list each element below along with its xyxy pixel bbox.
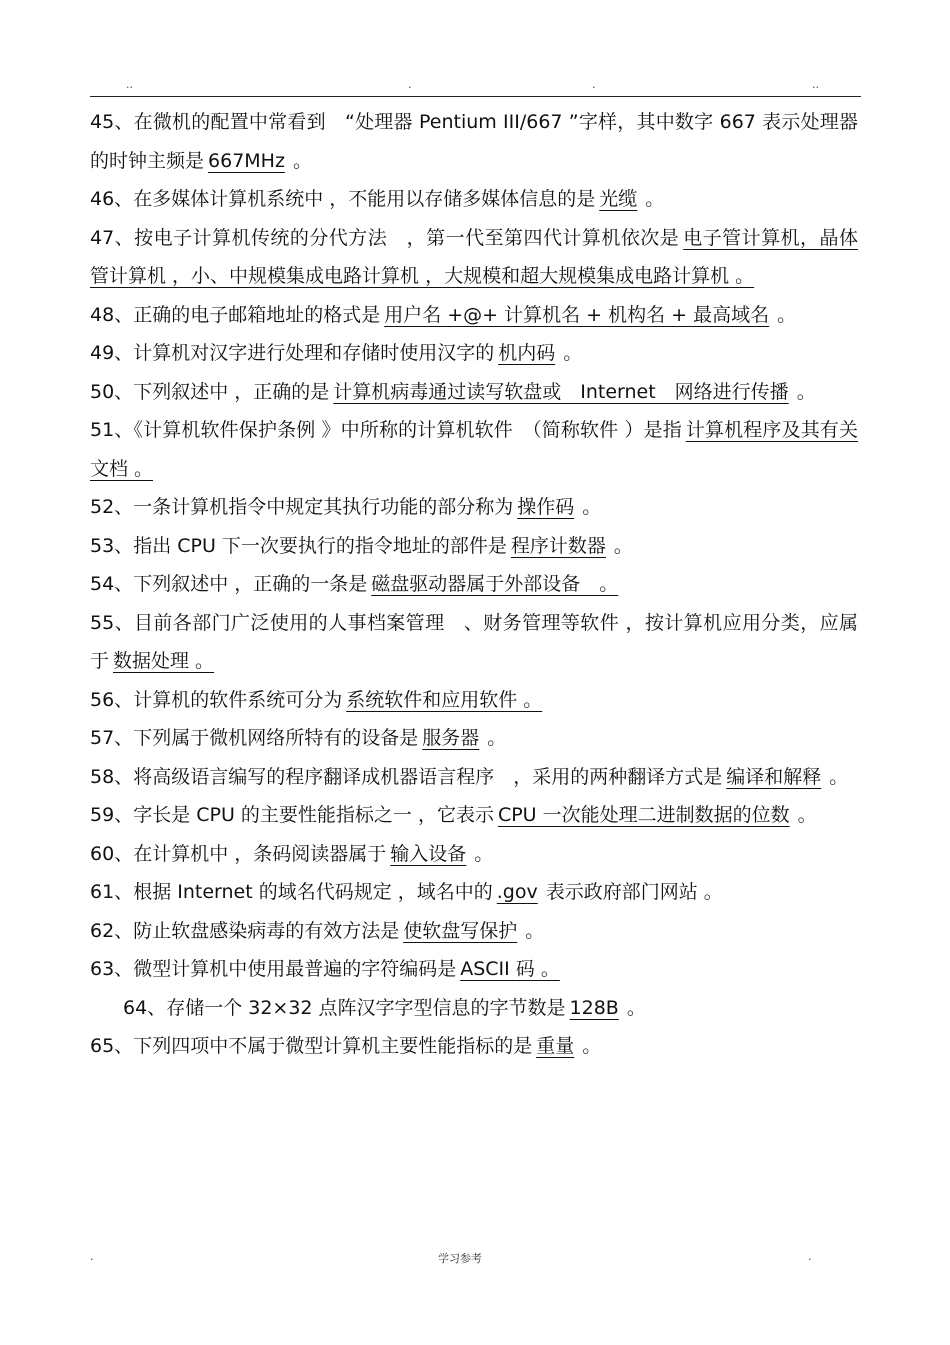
answer-text: 系统软件和应用软件 。 [346, 688, 543, 711]
question-number: 60、 [90, 842, 134, 865]
question-item [90, 488, 858, 527]
question-text: 指出 CPU 下一次要执行的指令地址的部件是 [133, 534, 507, 557]
question-item [90, 912, 858, 951]
question-suffix: 。 [474, 842, 494, 865]
question-suffix: 。 [487, 727, 507, 749]
question-item [90, 411, 858, 488]
answer-text: 光缆 [599, 188, 638, 210]
question-text: 下列属于微机网络所特有的设备是 [133, 727, 419, 749]
page-footer [0, 1250, 950, 1268]
question-suffix: 。 [613, 534, 633, 557]
question-number: 51、 [90, 419, 134, 441]
question-item [90, 527, 858, 566]
question-suffix: 表示政府部门网站 。 [545, 881, 723, 903]
answer-text: 计算机病毒通过读写软盘或 Internet 网络进行传播 [333, 380, 789, 403]
question-number: 45、 [90, 111, 134, 133]
answer-text: 667MHz [208, 149, 285, 172]
question-item [90, 103, 858, 180]
footer-label: 学习参考 [438, 1252, 482, 1265]
question-text: 下列叙述中 ，正确的是 [133, 380, 330, 403]
question-item [90, 681, 858, 720]
question-number: 52、 [90, 496, 134, 518]
answer-text: 程序计数器 [510, 534, 606, 557]
question-text: 下列四项中不属于微型计算机主要性能指标的是 [133, 1035, 533, 1057]
question-number: 55、 [90, 611, 134, 634]
question-number: 47、 [90, 226, 135, 249]
question-item [90, 719, 858, 758]
answer-text: 操作码 [517, 496, 575, 518]
question-suffix: 。 [626, 996, 646, 1019]
answer-text: ASCII 码 。 [460, 958, 560, 980]
answer-text: .gov [496, 881, 538, 903]
question-text: 字长是 CPU 的主要性能指标之一 ，它表示 [133, 804, 494, 826]
question-text: 计算机的软件系统可分为 [133, 688, 343, 711]
answer-text: 机内码 [498, 342, 556, 364]
header-mark: .. [126, 78, 133, 91]
answer-text: 使软盘写保护 [403, 919, 518, 942]
page-header [0, 78, 950, 92]
question-suffix: 。 [582, 1035, 602, 1057]
answer-text: 128B [569, 996, 619, 1019]
question-text: 在微机的配置中常看到 “处理器 Pentium III/667 ”字样，其中数字 667 表示处理器的时钟主频是 [90, 111, 858, 172]
footer-left-mark: . [90, 1250, 94, 1263]
answer-text: 磁盘驱动器属于外部设备 。 [371, 573, 619, 595]
header-mark: . [592, 78, 596, 91]
question-text: 《计算机软件保护条例 》中所称的计算机软件 （简称软件 ）是指 [133, 419, 682, 441]
question-number: 49、 [90, 342, 134, 364]
answer-text: 输入设备 [390, 842, 467, 865]
question-item [90, 1027, 858, 1066]
question-text: 按电子计算机传统的分代方法 ，第一代至第四代计算机依次是 [134, 226, 680, 249]
question-text: 目前各部门广泛使用的人事档案管理 、财务管理等软件 ，按计算机应用分类，应属于 [90, 611, 858, 672]
question-number: 54、 [90, 573, 134, 595]
answer-text: 电子管计算机，晶体管计算机 ，小、中规模集成电路计算机 ，大规模和超大规模集成电路计算机 。 [90, 226, 858, 287]
question-suffix: 。 [292, 149, 312, 172]
question-suffix: 。 [797, 804, 817, 826]
question-suffix: 。 [563, 342, 583, 364]
answer-text: 编译和解释 [726, 765, 822, 788]
question-suffix: 。 [582, 496, 602, 518]
header-rule [90, 96, 861, 97]
question-item [90, 373, 858, 412]
question-number: 48、 [90, 303, 134, 326]
question-text: 下列叙述中 ，正确的一条是 [133, 573, 368, 595]
question-text: 计算机对汉字进行处理和存储时使用汉字的 [133, 342, 495, 364]
question-suffix: 。 [796, 380, 816, 403]
question-number: 59、 [90, 804, 134, 826]
header-mark: .. [812, 78, 819, 91]
question-text: 微型计算机中使用最普遍的字符编码是 [133, 958, 457, 980]
question-number: 58、 [90, 765, 134, 788]
question-text: 正确的电子邮箱地址的格式是 [133, 303, 381, 326]
question-number: 50、 [90, 380, 134, 403]
question-number: 56、 [90, 688, 134, 711]
question-text: 一条计算机指令中规定其执行功能的部分称为 [133, 496, 514, 518]
question-item [90, 219, 858, 296]
question-number: 57、 [90, 727, 134, 749]
question-text: 在多媒体计算机系统中 ，不能用以存储多媒体信息的是 [133, 188, 596, 210]
question-suffix: 。 [645, 188, 665, 210]
question-number: 63、 [90, 958, 134, 980]
question-item [90, 835, 858, 874]
question-number: 62、 [90, 919, 134, 942]
question-list [90, 103, 858, 1066]
answer-text: 服务器 [422, 727, 480, 749]
question-suffix: 。 [777, 303, 797, 326]
question-item [90, 950, 858, 989]
header-mark: . [408, 78, 412, 91]
question-item [90, 180, 858, 219]
question-item [90, 873, 858, 912]
question-item [90, 796, 858, 835]
question-suffix: 。 [829, 765, 849, 788]
question-item [90, 565, 858, 604]
question-text: 在计算机中 ，条码阅读器属于 [133, 842, 387, 865]
question-text: 防止软盘感染病毒的有效方法是 [133, 919, 400, 942]
question-number: 65、 [90, 1035, 134, 1057]
question-item [90, 334, 858, 373]
question-number: 61、 [90, 881, 134, 903]
question-text: 根据 Internet 的域名代码规定 ，域名中的 [133, 881, 493, 903]
answer-text: CPU 一次能处理二进制数据的位数 [497, 804, 790, 826]
question-text: 存储一个 32×32 点阵汉字字型信息的字节数是 [166, 996, 566, 1019]
question-text: 将高级语言编写的程序翻译成机器语言程序 ，采用的两种翻译方式是 [133, 765, 723, 788]
footer-right-mark: . [808, 1250, 812, 1263]
question-item [90, 989, 858, 1028]
answer-text: 用户名 +@+ 计算机名 + 机构名 + 最高域名 [384, 303, 770, 326]
question-number: 53、 [90, 534, 134, 557]
question-item [90, 296, 858, 335]
question-suffix: 。 [525, 919, 545, 942]
question-item [90, 758, 858, 797]
question-number: 64、 [123, 996, 167, 1019]
question-number: 46、 [90, 188, 134, 210]
answer-text: 数据处理 。 [113, 650, 215, 672]
answer-text: 重量 [536, 1035, 575, 1057]
answer-text: 计算机程序及其有关文档 。 [90, 419, 858, 480]
question-item [90, 604, 858, 681]
